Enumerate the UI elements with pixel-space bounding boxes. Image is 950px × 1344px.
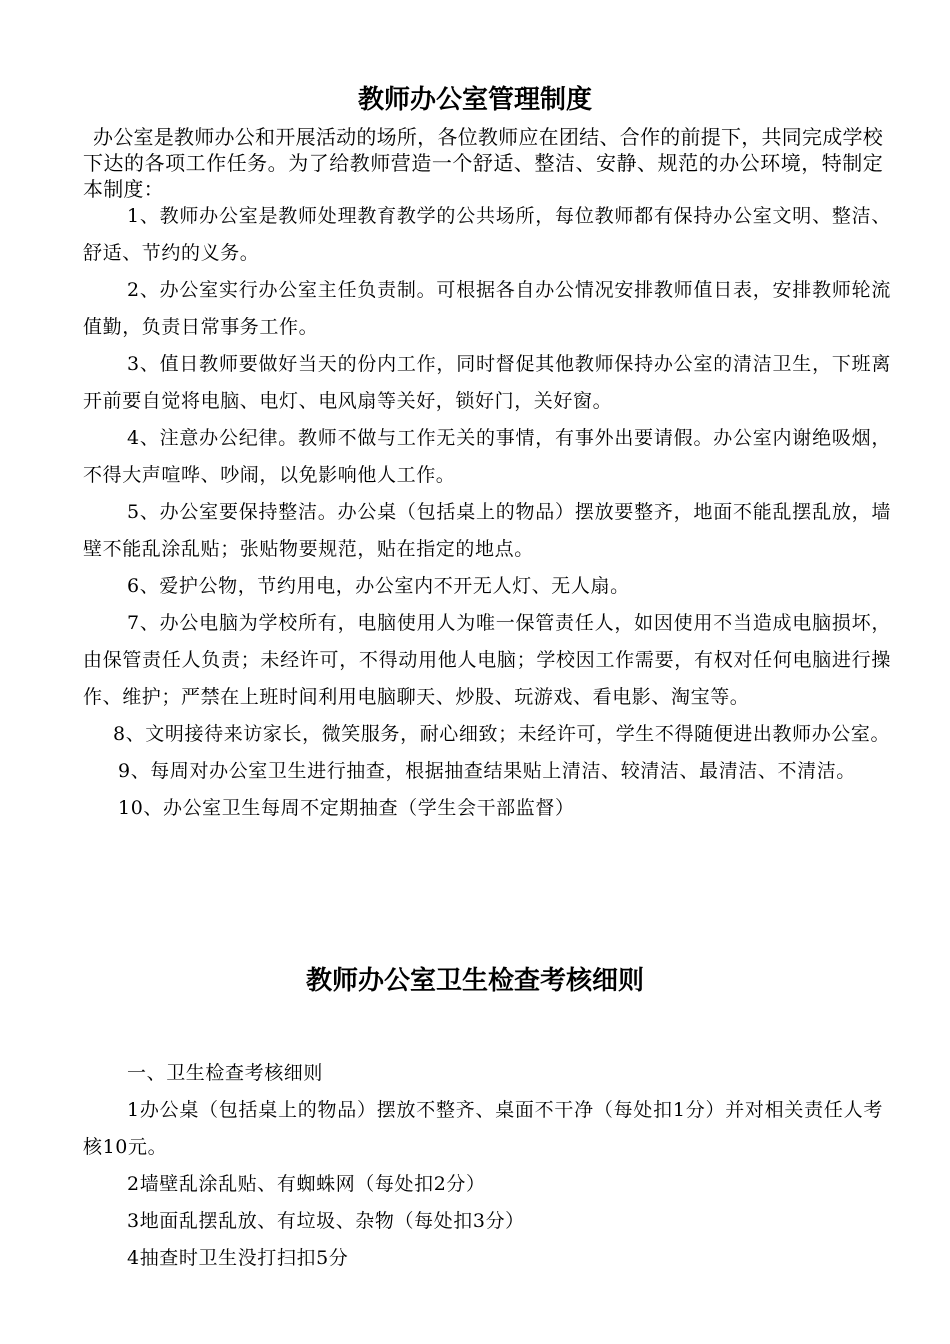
intro-paragraph: 办公室是教师办公和开展活动的场所，各位教师应在团结、合作的前提下，共同完成学校下达的各项工作任务。为了给教师营造一个舒适、整洁、安静、规范的办公环境，特制定本制度： [83,125,883,201]
regulation-item: 8、文明接待来访家长，微笑服务，耐心细致；未经许可，学生不得随便进出教师办公室。 [113,723,891,745]
rule-item: 3地面乱摆乱放、有垃圾、杂物（每处扣3分） [127,1210,525,1232]
rule-item: 1办公桌（包括桌上的物品）摆放不整齐、桌面不干净（每处扣1分）并对相关责任人考核10元。 [83,1099,883,1158]
regulation-item: 6、爱护公物，节约用电，办公室内不开无人灯、无人扇。 [127,575,630,597]
regulation-item: 9、每周对办公室卫生进行抽查，根据抽查结果贴上清洁、较清洁、最清洁、不清洁。 [118,760,856,782]
regulation-item: 10、办公室卫生每周不定期抽查（学生会干部监督） [118,797,575,819]
section-heading: 一、卫生检查考核细则 [127,1062,324,1084]
regulation-list [83,198,891,827]
page-title: 教师办公室管理制度 [357,85,592,115]
regulation-item: 1、教师办公室是教师处理教育教学的公共场所，每位教师都有保持办公室文明、整洁、舒适、节约的义务。 [83,205,891,264]
regulation-item: 3、值日教师要做好当天的份内工作，同时督促其他教师保持办公室的清洁卫生，下班离开前要自觉将电脑、电灯、电风扇等关好，锁好门，关好窗。 [83,353,891,412]
inspection-rules [83,1055,883,1277]
regulation-item: 2、办公室实行办公室主任负责制。可根据各自办公情况安排教师值日表，安排教师轮流值勤，负责日常事务工作。 [83,279,891,338]
regulation-item: 4、注意办公纪律。教师不做与工作无关的事情，有事外出要请假。办公室内谢绝吸烟，不得大声喧哗、吵闹，以免影响他人工作。 [83,427,891,486]
rule-item: 2墙壁乱涂乱贴、有蜘蛛网（每处扣2分） [127,1173,486,1195]
regulation-item: 5、办公室要保持整洁。办公桌（包括桌上的物品）摆放要整齐，地面不能乱摆乱放，墙壁不能乱涂乱贴；张贴物要规范，贴在指定的地点。 [83,501,891,560]
rule-item: 4抽查时卫生没打扫扣5分 [127,1247,349,1269]
section-title: 教师办公室卫生检查考核细则 [305,966,644,996]
regulation-item: 7、办公电脑为学校所有，电脑使用人为唯一保管责任人，如因使用不当造成电脑损坏，由保管责任人负责；未经许可，不得动用他人电脑；学校因工作需要，有权对任何电脑进行操作、维护；严禁在上班时间利用电脑聊天、炒股、玩游戏、看电影、淘宝等。 [83,612,891,708]
